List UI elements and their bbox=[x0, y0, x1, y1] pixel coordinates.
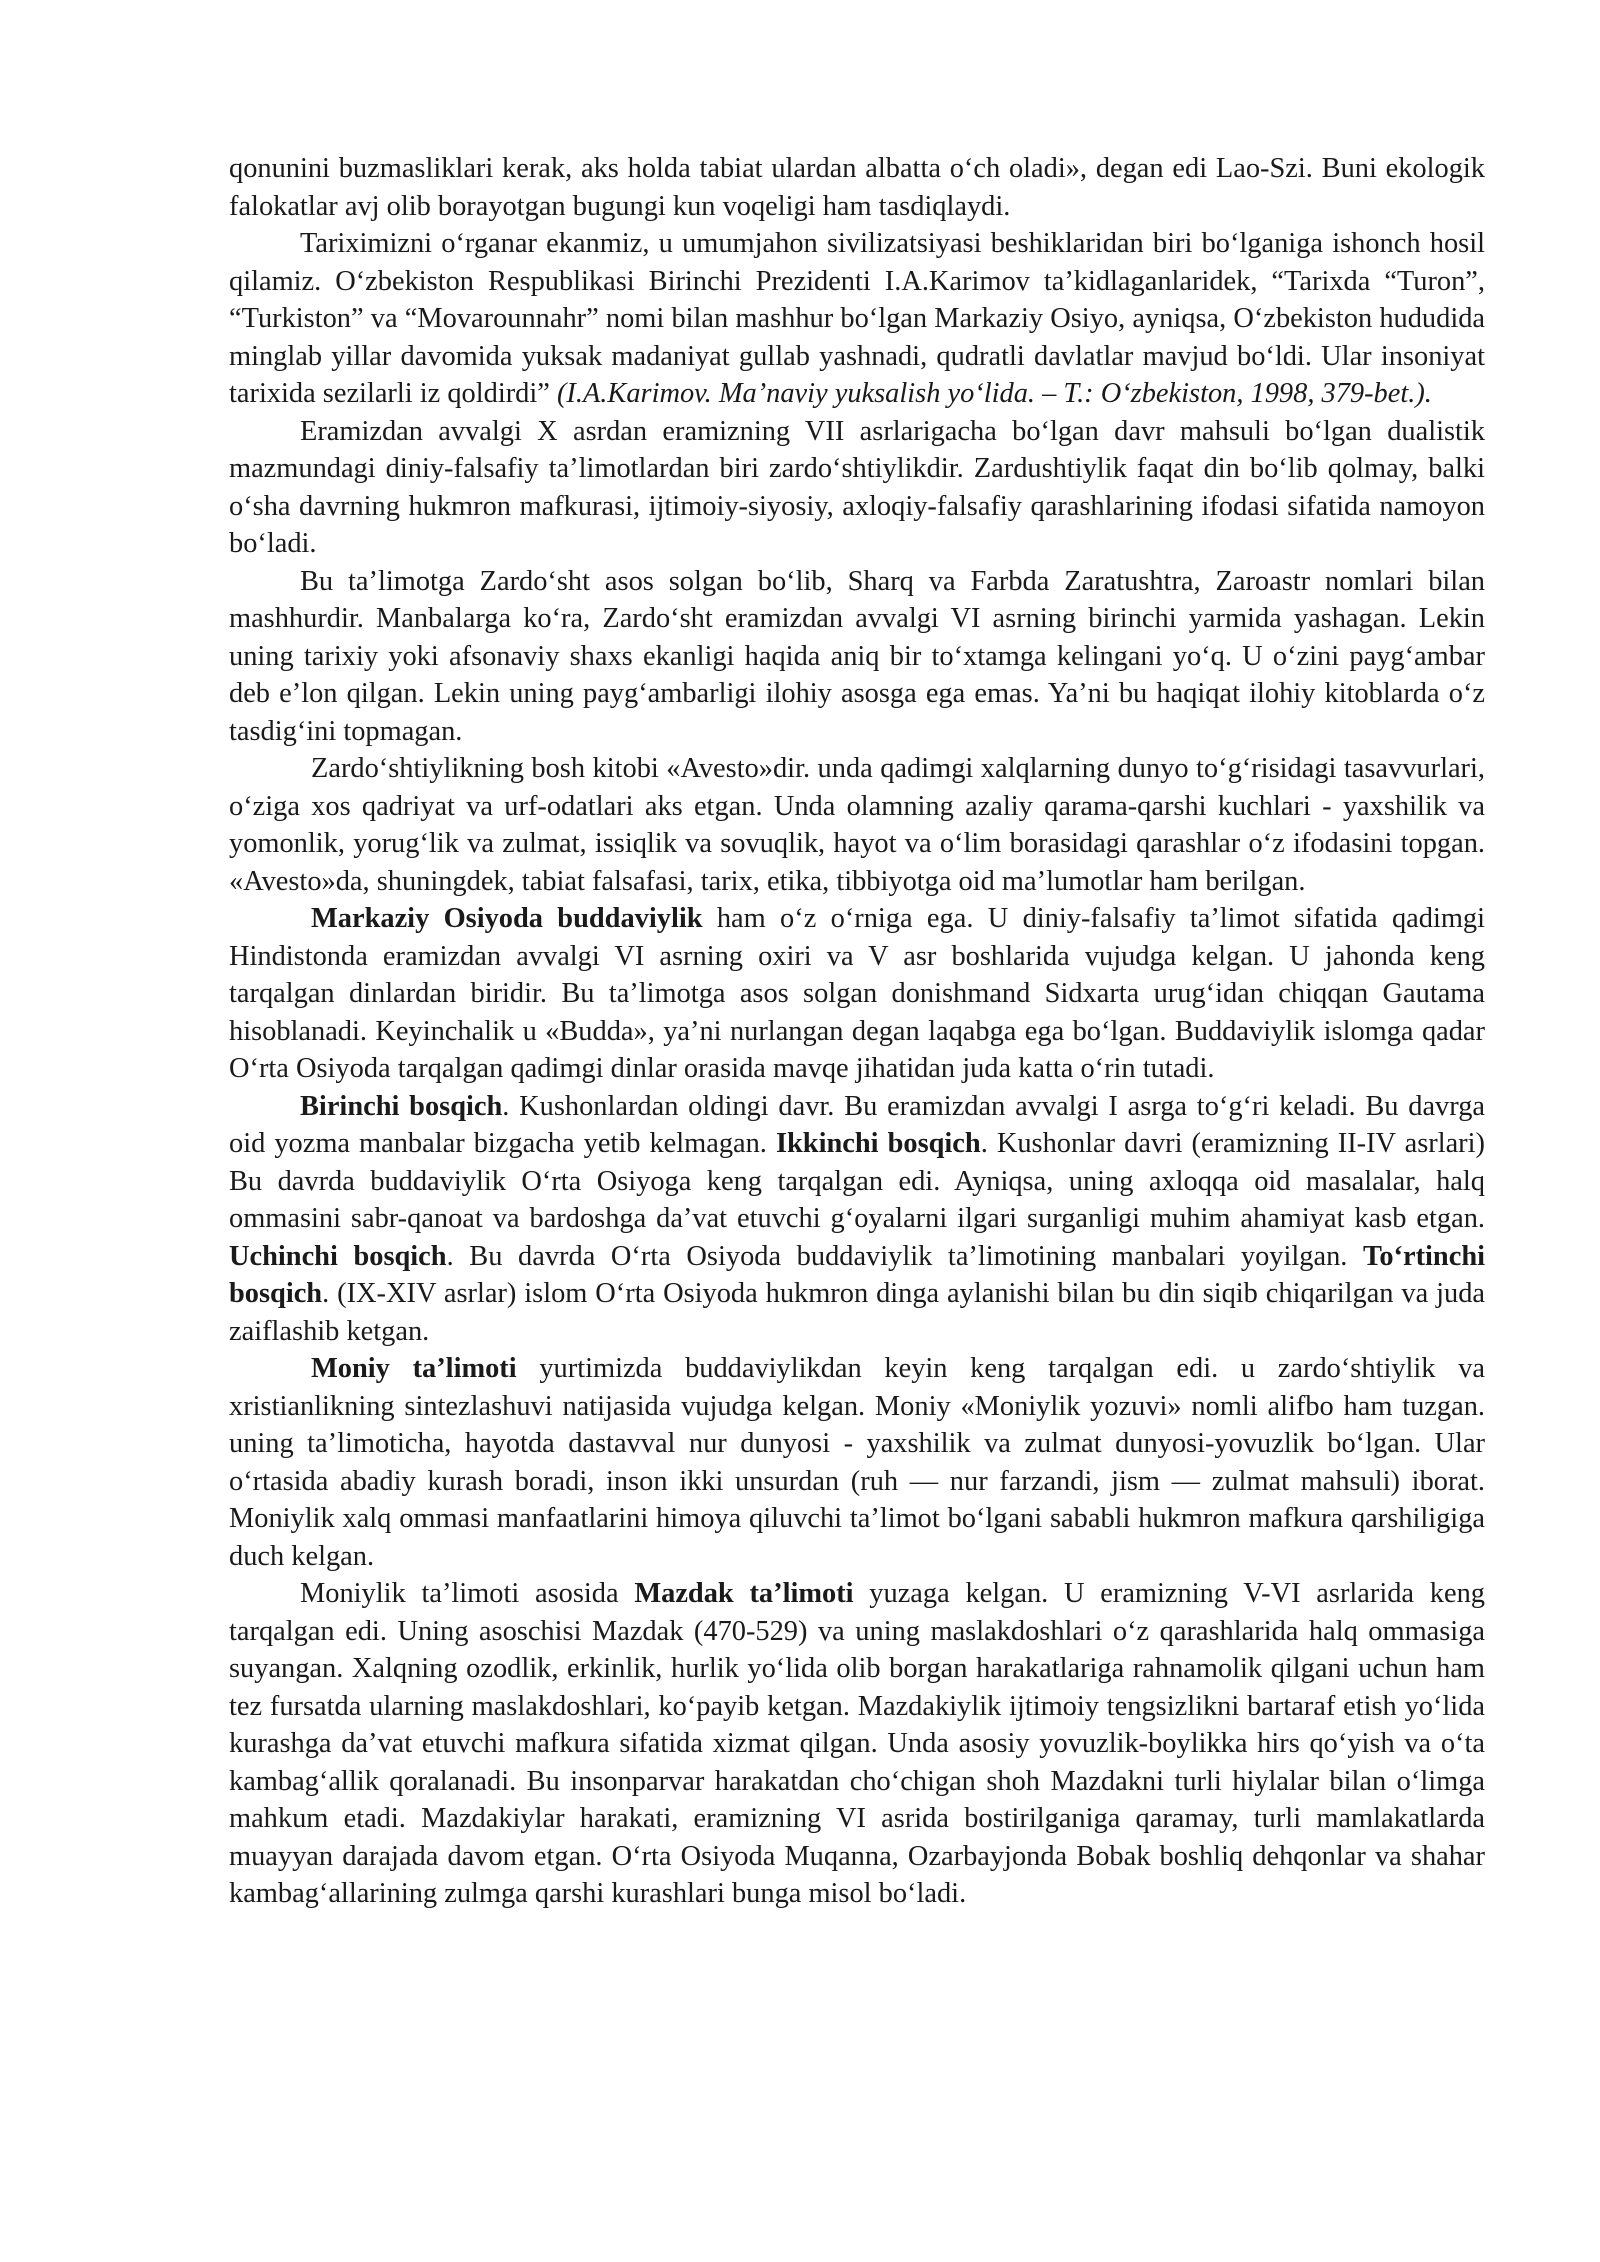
paragraph-lao-szi bbox=[229, 150, 1485, 225]
paragraph-buddhism-stages bbox=[229, 1088, 1485, 1351]
paragraph-text: Moniylik ta’limoti asosida bbox=[300, 1578, 635, 1609]
paragraph-text: qonunini buzmasliklari kerak, aks holda tabiat ulardan albatta o‘ch oladi», degan edi Lao-Szi. Buni ekologik falokatlar avj olib borayotgan bugungi kun voqeligi ham tasdiqlaydi. bbox=[229, 153, 1485, 222]
bold-stage-3: Uchinchi bosqich bbox=[229, 1240, 447, 1272]
paragraph-text: yurtimizda buddaviylikdan keyin keng tarqalgan edi. u zardo‘shtiylik va xristianlikning sintezlashuvi natijasida vujudga kelgan. Moniy «Moniylik yozuvi» nomli alifbo ham tuzgan. uning ta’limoticha, hayotda dastavval nur dunyosi - yaxshilik va zulmat dunyosi-yovuzlik bo‘lgan. Ular o‘rtasida abadiy kurash boradi, inson ikki unsurdan (ruh — nur farzandi, jism — zulmat mahsuli) iborat. Moniylik xalq ommasi manfaatlarini himoya qiluvchi ta’limot bo‘lgani sababli hukmron mafkura qarshiligiga duch kelgan. bbox=[229, 1353, 1486, 1572]
paragraph-text: Eramizdan avvalgi X asrdan eramizning VII asrlarigacha bo‘lgan davr mahsuli bo‘lgan dualistik mazmundagi diniy-falsafiy ta’limotlardan biri zardo‘shtiylikdir. Zardushtiylik faqat din bo‘lib qolmay, balki o‘sha davrning hukmron mafkurasi, ijtimoiy-siyosiy, axloqiy-falsafiy qarashlarining ifodasi sifatida namoyon bo‘ladi. bbox=[229, 415, 1485, 559]
paragraph-text: Zardo‘shtiylikning bosh kitobi «Avesto»dir. unda qadimgi xalqlarning dunyo to‘g‘risidagi tasavvurlari, o‘ziga xos qadriyat va urf-odatlari aks etgan. Unda olamning azaliy qarama-qarshi kuchlari - yaxshilik va yomonlik, yorug‘lik va zulmat, issiqlik va sovuqlik, hayot va o‘lim borasidagi qarashlar o‘z ifodasini topgan. «Avesto»da, shuningdek, tabiat falsafasi, tarix, etika, tibbiyotga oid ma’lumotlar ham berilgan. bbox=[229, 753, 1485, 897]
bold-heading-buddhism: Markaziy Osiyoda buddaviylik bbox=[311, 903, 703, 934]
paragraph-text: . (IX-XIV asrlar) islom O‘rta Osiyoda hukmron dinga aylanishi bilan bu din siqib chiqarilgan va juda zaiflashib ketgan. bbox=[229, 1278, 1485, 1347]
paragraph-buddhism bbox=[229, 900, 1485, 1088]
paragraph-karimov-quote bbox=[229, 225, 1485, 413]
paragraph-manichaeism bbox=[229, 1350, 1485, 1575]
bold-heading-mazdakism: Mazdak ta’limoti bbox=[634, 1578, 854, 1609]
paragraph-zoroastrianism-intro bbox=[229, 413, 1485, 563]
paragraph-text: yuzaga kelgan. U eramizning V-VI asrlarida keng tarqalgan edi. Uning asoschisi Mazdak (470-529) va uning maslakdoshlari o‘z qarashlarida halq ommasiga suyangan. Xalqning ozodlik, erkinlik, hurlik yo‘lida olib borgan harakatlariga rahnamolik qilgani uchun ham tez fursatda ularning maslakdoshlari, ko‘payib ketgan. Mazdakiylik ijtimoiy tengsizlikni bartaraf etish yo‘lida kurashga da’vat etuvchi mafkura sifatida xizmat qilgan. Unda asosiy yovuzlik-boylikka hirs qo‘yish va o‘ta kambag‘allik qoralanadi. Bu insonparvar harakatdan cho‘chigan shoh Mazdakni turli hiylalar bilan o‘limga mahkum etadi. Mazdakiylar harakati, eramizning VI asrida bostirilganiga qaramay, turli mamlakatlarda muayyan darajada davom etgan. O‘rta Osiyoda Muqanna, Ozarbayjonda Bobak boshliq dehqonlar va shahar kambag‘allarining zulmga qarshi kurashlari bunga misol bo‘ladi. bbox=[229, 1578, 1485, 1909]
citation-text: (I.A.Karimov. Ma’naviy yuksalish yo‘lida. – T.: O‘zbekiston, 1998, 379-bet.). bbox=[556, 378, 1432, 409]
bold-stage-1: Birinchi bosqich bbox=[300, 1090, 503, 1122]
document-page bbox=[229, 150, 1485, 1913]
paragraph-text: . Kushonlar davri (eramizning II-IV asrlari) Bu davrda buddaviylik O‘rta Osiyoga keng tarqalgan edi. Ayniqsa, uning axloqqa oid masalalar, halq ommasini sabr-qanoat va bardoshga da’vat etuvchi g‘oyalarni ilgari surganligi muhim ahamiyat kasb etgan. bbox=[229, 1128, 1485, 1234]
paragraph-text: Tariximizni o‘rganar ekanmiz, u umumjahon sivilizatsiyasi beshiklaridan biri bo‘lganiga ishonch hosil qilamiz. O‘zbekiston Respublikasi Birinchi Prezidenti I.A.Karimov ta’kidlaganlaridek, “Tarixda “Turon”, “Turkiston” va “Movarounnahr” nomi bilan mashhur bo‘lgan Markaziy Osiyo, ayniqsa, O‘zbekiston hududida minglab yillar davomida yuksak madaniyat gullab yashnadi, qudratli davlatlar mavjud bo‘ldi. Ular insoniyat tarixida sezilarli iz qoldirdi” bbox=[229, 228, 1485, 409]
paragraph-mazdakism bbox=[229, 1575, 1485, 1913]
paragraph-text: Bu ta’limotga Zardo‘sht asos solgan bo‘lib, Sharq va Farbda Zaratushtra, Zaroastr nomlari bilan mashhurdir. Manbalarga ko‘ra, Zardo‘sht eramizdan avvalgi VI asrning birinchi yarmida yashagan. Lekin uning tarixiy yoki afsonaviy shaxs ekanligi haqida aniq bir to‘xtamga kelingani yo‘q. U o‘zini payg‘ambar deb e’lon qilgan. Lekin uning payg‘ambarligi ilohiy asosga ega emas. Ya’ni bu haqiqat ilohiy kitoblarda o‘z tasdig‘ini topmagan. bbox=[229, 565, 1485, 747]
bold-heading-manichaeism: Moniy ta’limoti bbox=[311, 1353, 517, 1384]
paragraph-text: . Kushonlardan oldingi davr. Bu eramizdan avvalgi I asrga to‘g‘ri keladi. Bu davrga oid yozma manbalar bizgacha yetib kelmagan. bbox=[229, 1090, 1485, 1159]
bold-stage-4: To‘rtinchi bosqich bbox=[229, 1240, 1485, 1309]
bold-stage-2: Ikkinchi bosqich bbox=[775, 1128, 981, 1159]
paragraph-avesto bbox=[229, 750, 1485, 900]
paragraph-zoroaster bbox=[229, 563, 1485, 751]
paragraph-text: . Bu davrda O‘rta Osiyoda buddaviylik ta’limotining manbalari yoyilgan. bbox=[446, 1240, 1363, 1272]
paragraph-text: ham o‘z o‘rniga ega. U diniy-falsafiy ta’limot sifatida qadimgi Hindistonda eramizdan avvalgi VI asrning oxiri va V asr boshlarida vujudga kelgan. U jahonda keng tarqalgan dinlardan biridir. Bu ta’limotga asos solgan donishmand Sidxarta urug‘idan chiqqan Gautama hisoblanadi. Keyinchalik u «Budda», ya’ni nurlangan degan laqabga ega bo‘lgan. Buddaviylik islomga qadar O‘rta Osiyoda tarqalgan qadimgi dinlar orasida mavqe jihatidan juda katta o‘rin tutadi. bbox=[229, 903, 1485, 1084]
